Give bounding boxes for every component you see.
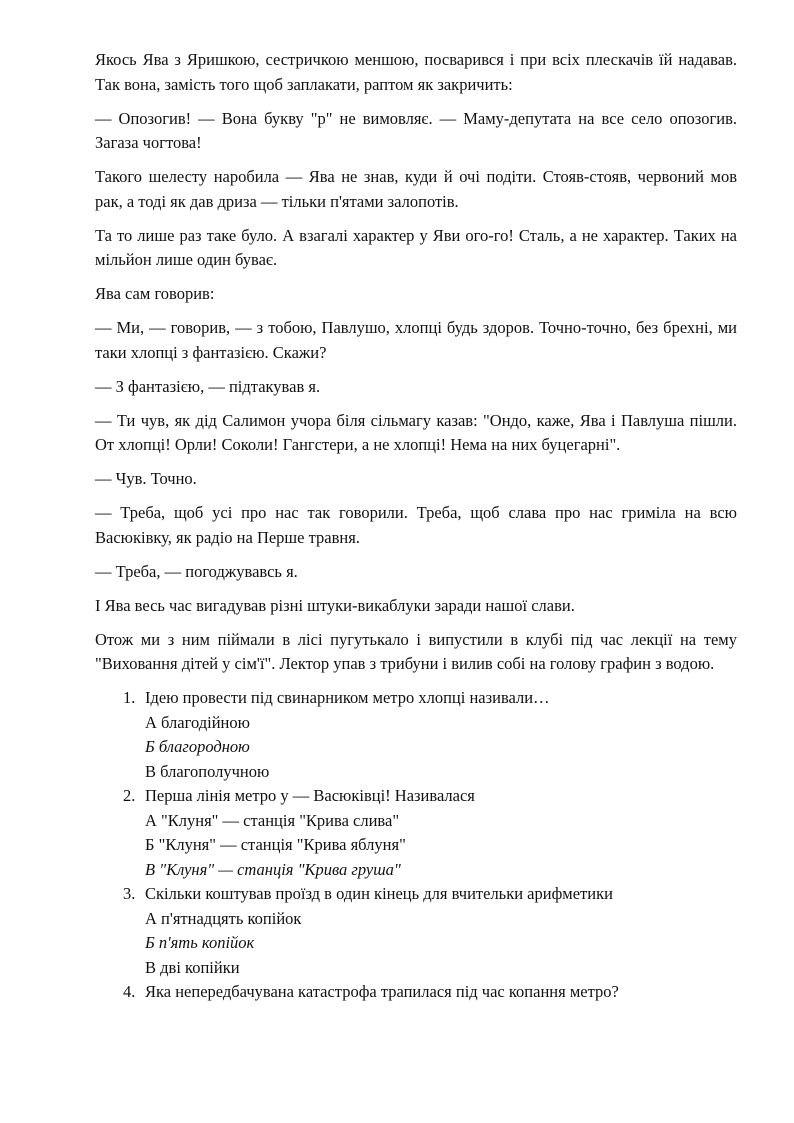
- answer-option-c: В "Клуня" — станція "Крива груша": [145, 859, 401, 879]
- quiz-question: [95, 784, 737, 882]
- question-text: Перша лінія метро у — Васюківці! Називалася: [145, 786, 475, 805]
- question-number: 3.: [123, 884, 136, 903]
- paragraph: Такого шелесту наробила — Ява не знав, куди й очі подіти. Стояв-стояв, червоний мов рак, а тоді як дав дриза — тільки п'ятами залопотів.: [95, 167, 737, 211]
- answer-option-a: А благодійною: [145, 712, 250, 732]
- paragraph: Та то лише раз таке було. А взагалі характер у Яви ого-го! Сталь, а не характер. Таких на мільйон лише один буває.: [95, 225, 737, 269]
- answer-option-b: Б "Клуня" — станція "Крива яблуня": [145, 835, 406, 854]
- paragraph: І Ява весь час вигадував різні штуки-викаблуки заради нашої слави.: [95, 595, 575, 615]
- question-number: 1.: [123, 688, 136, 707]
- answer-option-a: А "Клуня" — станція "Крива слива": [145, 810, 400, 830]
- paragraph: — Ми, — говорив, — з тобою, Павлушо, хлопці будь здоров. Точно-точно, без брехні, ми таки хлопці з фантазією. Скажи?: [95, 318, 737, 362]
- quiz-list: [95, 686, 737, 1005]
- question-text: Яка непередбачувана катастрофа трапилася під час копання метро?: [145, 982, 619, 1001]
- paragraph: Отож ми з ним піймали в лісі пугутькало і випустили в клубі під час лекції на тему "Виховання дітей у сім'ї". Лектор упав з трибуни і вилив собі на голову графин з водою.: [95, 629, 737, 673]
- answer-option-a: А п'ятнадцять копійок: [145, 908, 302, 928]
- document-page: [95, 48, 737, 1005]
- paragraph: — Треба, щоб усі про нас так говорили. Треба, щоб слава про нас гриміла на всю Васюківку, як радіо на Перше травня.: [95, 503, 737, 547]
- paragraph: Якось Ява з Яришкою, сестричкою меншою, посварився і при всіх плескачів їй надавав. Так вона, замість того щоб заплакати, раптом як закричить:: [95, 50, 737, 94]
- paragraph: Ява сам говорив:: [95, 284, 215, 303]
- paragraph: — Опозогив! — Вона букву "р" не вимовляє. — Маму-депутата на все село опозогив. Загаза чогтова!: [95, 108, 737, 152]
- quiz-question: [95, 882, 737, 980]
- quiz-question: [95, 686, 737, 784]
- story-text: [95, 48, 737, 677]
- answer-option-c: В благополучною: [145, 761, 270, 781]
- paragraph: — Чув. Точно.: [95, 469, 197, 488]
- quiz-question: [95, 980, 737, 1005]
- answer-option-b: Б благородною: [145, 737, 250, 756]
- question-number: 4.: [123, 982, 136, 1001]
- paragraph: — Треба, — погоджувавсь я.: [95, 561, 298, 581]
- answer-option-c: В дві копійки: [145, 957, 240, 977]
- question-text: Скільки коштував проїзд в один кінець для вчительки арифметики: [145, 884, 613, 903]
- answer-option-b: Б п'ять копійок: [145, 933, 255, 952]
- paragraph: — З фантазією, — підтакував я.: [95, 376, 321, 396]
- question-text: Ідею провести під свинарником метро хлопці називали…: [145, 688, 550, 707]
- question-number: 2.: [123, 786, 136, 805]
- paragraph: — Ти чув, як дід Салимон учора біля сільмагу казав: "Ондо, каже, Ява і Павлуша пішли. От хлопці! Орли! Соколи! Гангстери, а не хлопці! Нема на них буцегарні".: [95, 410, 737, 454]
